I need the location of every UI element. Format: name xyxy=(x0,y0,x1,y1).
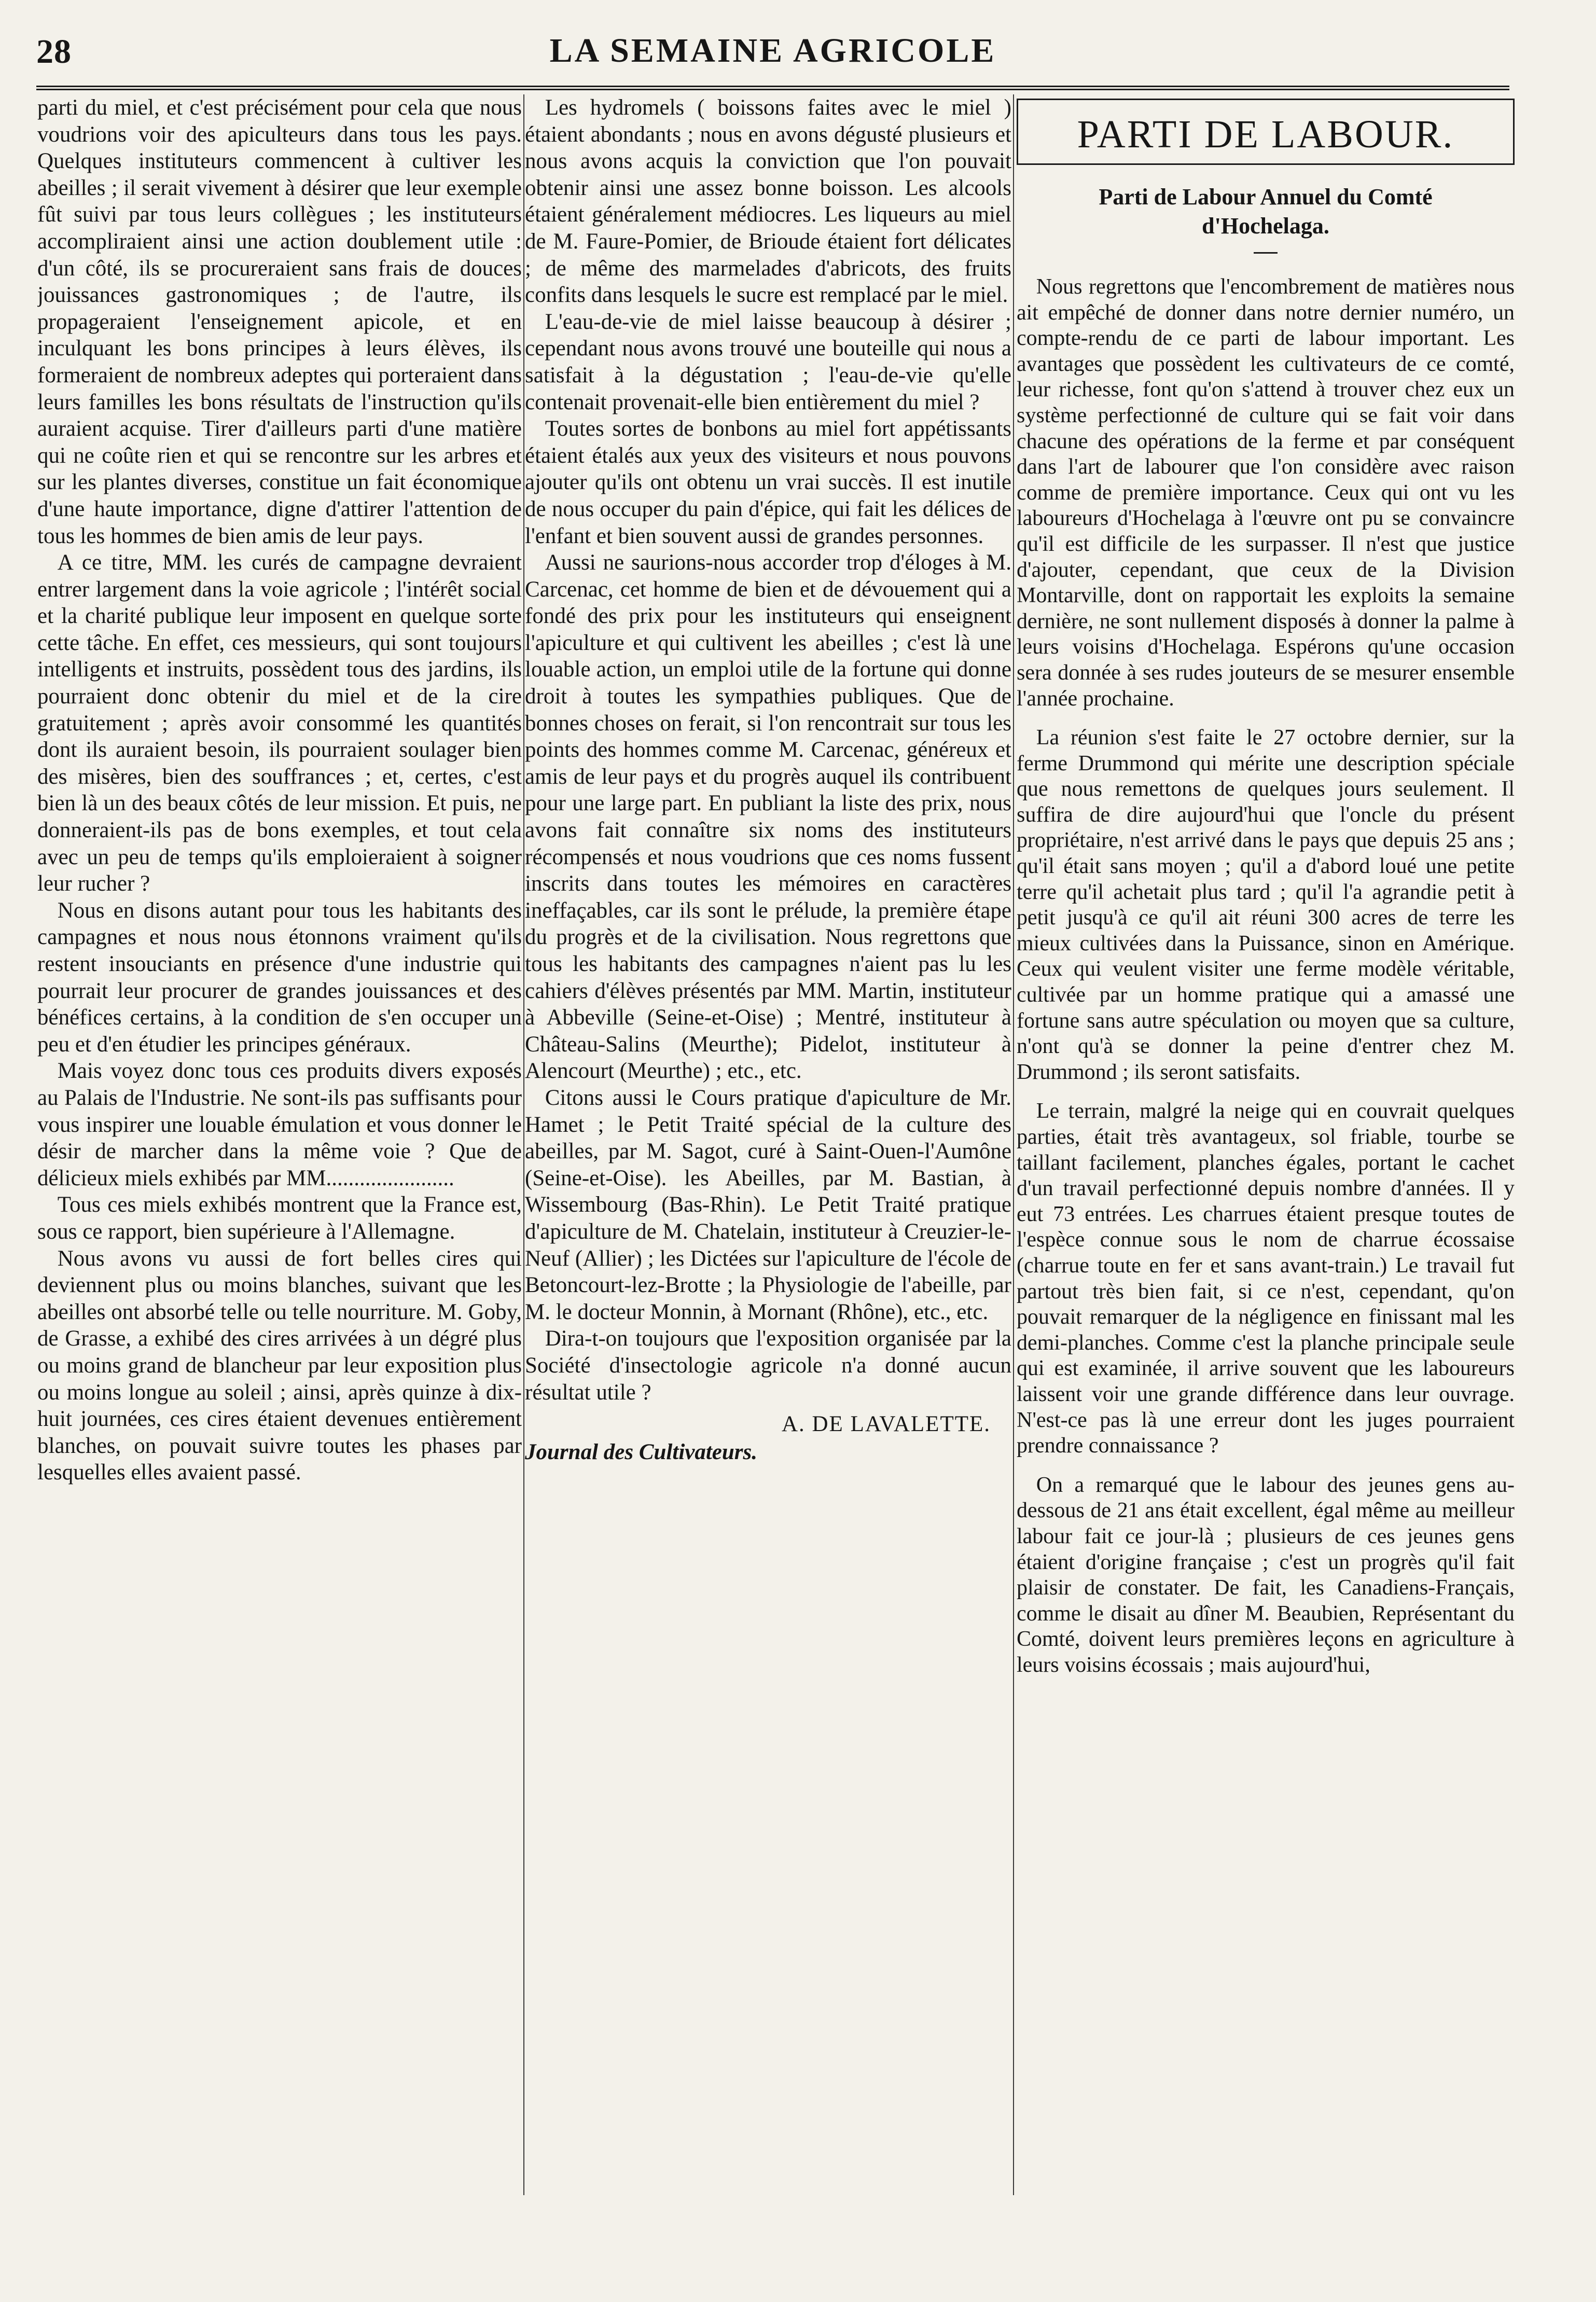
section-title-box xyxy=(1017,99,1515,165)
column-3 xyxy=(1017,94,1515,2283)
paragraph: Les hydromels ( boissons faites avec le miel ) étaient abondants ; nous en avons dégusté plusieurs et nous avons acquis la conviction que l'on pouvait obtenir ainsi une assez bonne boisson. Les alcools étaient généralement médiocres. Les liqueurs au miel de M. Faure-Pomier, de Brioude étaient fort délicates ; de même des marmelades d'abricots, des fruits confits dans lesquels le sucre est remplacé par le miel. xyxy=(525,95,1011,308)
column-1 xyxy=(37,94,522,2283)
column-rule xyxy=(523,94,524,2195)
paragraph: Aussi ne saurions-nous accorder trop d'éloges à M. Carcenac, cet homme de bien et de dévouement qui a fondé des prix pour les instituteurs qui enseignent l'apiculture et qui cultivent les abeilles ; c'est là une louable action, un emploi utile de la fortune qui donne droit à toutes les sympathies publiques. Que de bonnes choses on ferait, si l'on rencontrait sur tous les points des hommes comme M. Carcenac, généreux et amis de leur pays et du progrès auquel ils contribuent pour une large part. En publiant la liste des prix, nous avons fait connaître six noms des instituteurs récompensés et nous voudrions que ces noms fussent inscrits dans toutes les mémoires en caractères ineffaçables, car ils sont le prélude, la première étape du progrès et de la civilisation. Nous regrettons que tous les habitants des campagnes n'aient pas lu les cahiers d'élèves présentés par MM. Martin, instituteur à Abbeville (Seine-et-Oise) ; Mentré, instituteur à Château-Salins (Meurthe); Pidelot, instituteur à Alencourt (Meurthe) ; etc., etc. xyxy=(525,550,1011,1084)
paragraph: Citons aussi le Cours pratique d'apiculture de Mr. Hamet ; le Petit Traité spécial de la culture des abeilles, par M. Sagot, curé à Saint-Ouen-l'Aumône (Seine-et-Oise). les Abeilles, par M. Bastian, à Wissembourg (Bas-Rhin). Le Petit Traité pratique d'apiculture de M. Chatelain, instituteur à Creuzier-le-Neuf (Allier) ; les Dictées sur l'apiculture de l'école de Betoncourt-lez-Brotte ; la Physiologie de l'abeille, par M. le docteur Monnin, à Mornant (Rhône), etc., etc. xyxy=(525,1085,1011,1324)
journal-title: LA SEMAINE AGRICOLE xyxy=(549,32,996,70)
page-number: 28 xyxy=(36,33,72,71)
paragraph: Toutes sortes de bonbons au miel fort appétissants étaient étalés aux yeux des visiteurs et nous pouvons ajouter qu'ils ont obtenu un vrai succès. Il est inutile de nous occuper du pain d'épice, qui fait les délices de l'enfant et bien souvent aussi de grandes personnes. xyxy=(525,417,1011,548)
paragraph: Le terrain, malgré la neige qui en couvrait quelques parties, était très avantageux, sol friable, tourbe se taillant facilement, planches égales, portant le cachet d'un travail perfectionné depuis nombre d'années. Il y eut 73 entrées. Les charrues étaient presque toutes de l'espèce connue sous le nom de charrue écossaise (charrue toute en fer et sans avant-train.) Le travail fut partout très bien fait, si ce n'est, cependant, qu'on pouvait remarquer de la négligence en finissant mal les demi-planches. Comme c'est la planche principale seule qui est examinée, il arrive souvent que les laboureurs laissent voir une grande différence dans leur ouvrage. N'est-ce pas là une erreur dont les juges pourraient prendre connaissance ? xyxy=(1017,1099,1515,1458)
article-heading: Parti de Labour Annuel du Comté d'Hochelaga. xyxy=(1099,184,1433,239)
source-credit: Journal des Cultivateurs. xyxy=(525,1439,758,1464)
paragraph: L'eau-de-vie de miel laisse beaucoup à désirer ; cependant nous avons trouvé une bouteille qui nous a satisfait à la dégustation ; l'eau-de-vie qu'elle contenait provenait-elle bien entièrement du miel ? xyxy=(525,309,1011,414)
paragraph: Mais voyez donc tous ces produits divers exposés au Palais de l'Industrie. Ne sont-ils pas suffisants pour vous inspirer une louable émulation et vous donner le désir de marcher dans la même voie ? Que de délicieux miels exhibés par MM....................... xyxy=(37,1059,522,1190)
paragraph: Nous regrettons que l'encombrement de matières nous ait empêché de donner dans notre dernier numéro, un compte-rendu de ce parti de labour important. Les avantages que possèdent les cultivateurs de ce comté, leur richesse, font qu'on s'attend à trouver chez eux un système perfectionné de culture qui se fait voir dans chacune des opérations de la ferme et par conséquent dans l'art de labourer que l'on considère avec raison comme de première importance. Ceux qui ont vu les laboureurs d'Hochelaga à l'œuvre ont pu se convaincre qu'il est difficile de les surpasser. Il n'est que justice d'ajouter, cependant, que ceux de la Division Montarville, dont on rapportait les exploits la semaine dernière, ne sont nullement disposés à donner la palme à leurs voisins d'Hochelaga. Espérons qu'une occasion sera donnée à ses rudes jouteurs de se mesurer ensemble l'année prochaine. xyxy=(1017,275,1515,711)
paragraph: A ce titre, MM. les curés de campagne devraient entrer largement dans la voie agricole ; l'intérêt social et la charité publique leur imposent en quelque sorte cette tâche. En effet, ces messieurs, qui sont toujours intelligents et instruits, possèdent tous des jardins, ils pourraient donc obtenir du miel et de la cire gratuitement ; après avoir consommé les quantités dont ils auraient besoin, ils pourraient soulager bien des misères, bien des souffrances ; et, certes, c'est bien là un des beaux côtés de leur mission. Et puis, ne donneraient-ils pas de bons exemples, et tout cela avec un peu de temps qu'ils emploieraient à soigner leur rucher ? xyxy=(37,550,522,896)
paragraph: Tous ces miels exhibés montrent que la France est, sous ce rapport, bien supérieure à l'Allemagne. xyxy=(37,1192,522,1244)
column-rule xyxy=(1013,94,1014,2195)
section-title: PARTI DE LABOUR. xyxy=(1077,113,1454,156)
paragraph: On a remarqué que le labour des jeunes gens au-dessous de 21 ans était excellent, égal même au meilleur labour fait ce jour-là ; plusieurs de ces jeunes gens étaient d'origine française ; c'est un progrès qu'il fait plaisir de constater. De fait, les Canadiens-Français, comme le disait au dîner M. Beaubien, Représentant du Comté, doivent leurs premières leçons en agriculture à leurs voisins écossais ; mais aujourd'hui, xyxy=(1017,1473,1515,1677)
paragraph: Dira-t-on toujours que l'exposition organisée par la Société d'insectologie agricole n'a donné aucun résultat utile ? xyxy=(525,1326,1011,1405)
author-signature: A. DE LAVALETTE. xyxy=(781,1412,991,1437)
paragraph: parti du miel, et c'est précisément pour cela que nous voudrions voir des apiculteurs dans tous les pays. Quelques instituteurs commencent à cultiver les abeilles ; il serait vivement à désirer que leur exemple fût suivi par tous leurs collègues ; les instituteurs accompliraient ainsi une action doublement utile : d'un côté, ils se procureraient sans frais de douces jouissances gastronomiques ; de l'autre, ils propageraient l'enseignement apicole, et en inculquant les bons principes à leurs élèves, ils formeraient de nombreux adeptes qui porteraient dans leurs familles les bons résultats de l'instruction qu'ils auraient acquise. Tirer d'ailleurs parti d'une matière qui ne coûte rien et qui se rencontre sur les arbres et sur les plantes diverses, constitue un fait économique d'une haute importance, digne d'attirer l'attention de tous les hommes de bien amis de leur pays. xyxy=(37,95,522,548)
heading-separator xyxy=(1254,252,1278,254)
page-header xyxy=(36,16,1509,90)
paragraph: Nous en disons autant pour tous les habitants des campagnes et nous nous étonnons vraiment qu'ils restent insouciants en présence d'une industrie qui pourrait leur procurer de grandes jouissances et des bénéfices certains, à la condition de s'en occuper un peu et d'en étudier les principes généraux. xyxy=(37,898,522,1057)
paragraph: Nous avons vu aussi de fort belles cires qui deviennent plus ou moins blanches, suivant que les abeilles ont absorbé telle ou telle nourriture. M. Goby, de Grasse, a exhibé des cires arrivées à un dégré plus ou moins grand de blancheur par leur exposition plus ou moins longue au soleil ; ainsi, après quinze à dix-huit journées, ces cires étaient devenues entièrement blanches, on pouvait suivre toutes les phases par lesquelles elles avaient passé. xyxy=(37,1246,522,1485)
column-2 xyxy=(525,94,1011,2283)
paragraph: La réunion s'est faite le 27 octobre dernier, sur la ferme Drummond qui mérite une description spéciale que nous remettons de quelques jours seulement. Il suffira de dire aujourd'hui que l'oncle du présent propriétaire, n'est arrivé dans le pays que depuis 25 ans ; qu'il était sans moyen ; qu'il a d'abord loué une petite terre qu'il achetait plus tard ; qu'il l'a agrandie petit à petit jusqu'à ce qu'il ait réuni 300 acres de terre les mieux cultivées dans la Puissance, sinon en Amérique. Ceux qui veulent visiter une ferme modèle véritable, cultivée par un homme pratique qui a amassé une fortune sans autre spéculation ou moyen que sa culture, n'ont qu'à se donner la peine d'entrer chez M. Drummond ; ils seront satisfaits. xyxy=(1017,726,1515,1084)
